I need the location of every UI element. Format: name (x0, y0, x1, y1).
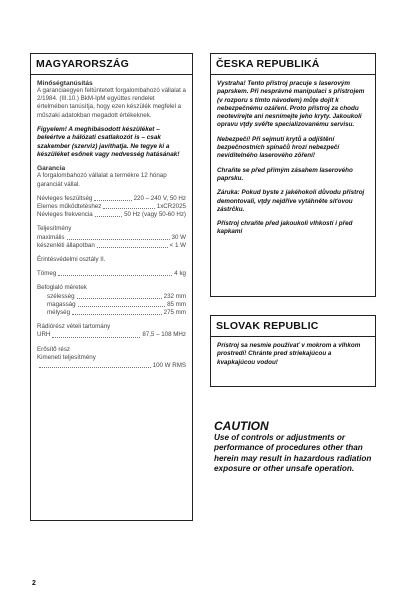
spec-battery: Elemes működtetéshez 1xCR2025 (37, 203, 186, 211)
slovak-section (210, 315, 376, 387)
amplifier-subheading: Kimeneti teljesítmény (37, 353, 96, 361)
guarantee-text: A forgalombahozó vállalat a termékre 12 hónap garanciát vállal. (37, 172, 167, 188)
spec-weight: Tömeg 4 kg (37, 270, 186, 278)
dimensions-heading: Befoglaló méretek (37, 284, 87, 292)
protection-class: Érintésvédelmi osztály II. (37, 256, 106, 264)
radio-heading: Rádiórész vételi tartomány (37, 323, 111, 331)
spec-frequency: Névleges frekvencia 50 Hz (vagy 50-60 Hz) (37, 211, 186, 219)
quality-heading: Minőségtanúsítás (37, 80, 93, 87)
slovak-body (211, 337, 375, 372)
czech-beam-notice: Chraňte se před přímým zásahem laserového paprsku. (217, 166, 353, 182)
czech-title: ČESKA REPUBLIKÁ (211, 54, 375, 75)
spec-voltage: Névleges feszültség 220 – 240 V, 50 Hz (37, 194, 186, 202)
hungary-warning: Figyelem! A meghibásodott készüléket – beleértve a hálózati csatlakozót is – csak szakember (szerviz) javíthatja. Ne tegye ki a készüléket esőnek vagy nedvesség hatásának! (37, 125, 180, 159)
spec-amplifier: 100 W RMS (37, 362, 186, 370)
guarantee-heading: Garancia (37, 165, 66, 173)
czech-moisture: Přístroj chraňte před jakoukoli vlhkostí i před kapkami (217, 220, 353, 236)
spec-width: szélesség 232 mm (47, 292, 186, 300)
amplifier-heading: Erősítő rész (37, 345, 71, 353)
spec-height: magasság 85 mm (47, 300, 186, 308)
czech-guarantee: Záruka: Pokud byste z jakéhokoli důvodu přístroj demontovali, vţdy nejdříve vytáhněte síťovou zástrčku. (217, 189, 365, 213)
hungary-section (30, 53, 193, 521)
page-number: 2 (32, 580, 36, 587)
spec-power-standby: készenléti állapotban < 1 W (37, 241, 186, 249)
hungary-title: MAGYARORSZÁG (31, 54, 192, 75)
hungary-body (31, 75, 192, 375)
spec-depth: mélység 275 mm (47, 309, 186, 317)
czech-section (210, 53, 376, 297)
slovak-title: SLOVAK REPUBLIC (211, 316, 375, 337)
czech-warning-laser: Vystraha! Tento přístroj pracuje s laserovým paprskem. Při nesprávné manipulaci s přístrojem (v rozporu s tímto návodem) můţe dojít k nebezpečnému ozáření. Proto přístroj za chodu neotevírejte ani nesnímejte jeho kryty. Jakoukoli opravu vţdy svěřte specializovanému servisu. (217, 80, 365, 129)
czech-danger: Nebezpečí! Při sejmutí krytů a odjištění bezpečnostních spínačů hrozí nebezpečí neviditelného laserového zǒření! (217, 135, 340, 160)
quality-text: A garanciaegyen feltüntetett forgalombahozó vállalat a 2/1984. (III.10.) BkM-IpM együttes rendelet értelmében tanúsítja, hogy ezen készülék megfelel a műszaki adatokban megadott értékeknek. (37, 87, 186, 119)
spec-radio: URH 87,5 – 108 MHz (37, 331, 186, 339)
spec-power-max: maximális 30 W (37, 233, 186, 241)
caution-text: Use of controls or adjustments or performance of procedures other than herein may result in hazardous radiation exposure or other unsafe operation. (214, 433, 372, 473)
czech-body (211, 75, 375, 242)
caution-title: CAUTION (214, 419, 269, 433)
power-heading: Teljesítmény (37, 225, 72, 233)
slovak-text: Prístroj sa nesmie používať v mokrom a vlhkom prostredí! Chránte pred striekajúcou a kvapkajúcou vodou! (217, 342, 361, 366)
